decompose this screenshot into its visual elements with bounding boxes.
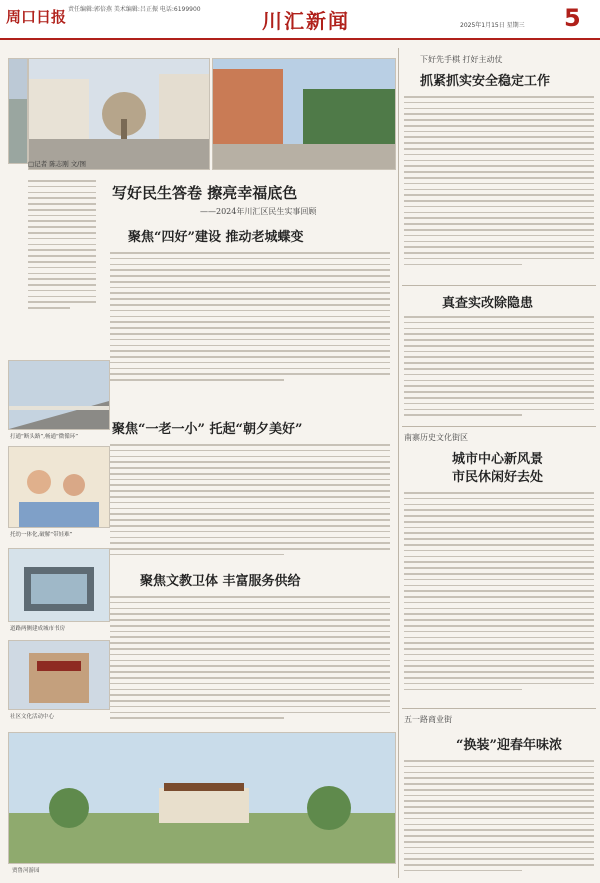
feature-headline: 写好民生答卷 擦亮幸福底色 [112,184,298,202]
newspaper-logo: 周口日报 [6,8,67,26]
section-headline-2: 聚焦“一老一小” 托起“朝夕美好” [112,422,303,437]
article1-headline: 抓紧抓实安全稳定工作 [420,74,551,89]
section-1-text [110,252,390,385]
column-divider [398,48,399,878]
page-number: 5 [564,4,581,32]
caption-library: 道路两侧建成城市书房 [10,626,66,632]
article3-kicker: 南寨历史文化街区 [404,433,468,442]
editor-info: 责任编辑:郭倍燕 美术编辑:吕正振 电话:6199900 [68,6,201,13]
article4-kicker: 五一路商业街 [404,715,452,724]
section-headline-3: 聚焦文教卫体 丰富服务供给 [140,574,301,589]
feature-byline: □记者 陈志刚 文/图 [28,160,86,168]
photo-kids [8,446,110,528]
article3-headline-line1: 城市中心新风景 [452,452,544,467]
article1-kicker: 下好先手棋 打好主动仗 [420,55,503,64]
article4-headline: “换装”迎春年味浓 [456,738,562,753]
caption-road: 打通“断头路”,畅通“微循环” [10,434,79,440]
photo-street [212,58,396,170]
caption-kids: 托幼一体化,破解“带娃难” [10,532,73,538]
section-2-text [110,444,390,560]
feature-intro-text [28,180,96,313]
caption-center: 社区文化活动中心 [10,714,55,720]
caption-park: 贾鲁河游园 [12,868,40,874]
article1-text [404,96,594,269]
section-title: 川汇新闻 [262,9,350,33]
photo-park [8,732,396,864]
photo-center [8,640,110,710]
article-divider-3 [402,708,596,709]
photo-buildings [8,58,28,164]
photo-library [8,548,110,622]
masthead [0,0,600,40]
article-divider-1 [402,285,596,286]
photo-road [8,360,110,430]
article3-headline-line2: 市民休闲好去处 [452,470,544,485]
feature-subtitle: ——2024年川汇区民生实事回顾 [200,207,317,216]
photo-courtyard [28,58,210,170]
section-3-text [110,596,390,723]
section-headline-1: 聚焦“四好”建设 推动老城蝶变 [128,230,304,245]
issue-date: 2025年1月15日 星期三 [460,22,525,29]
article2-text [404,316,594,420]
article3-text [404,492,594,694]
masthead-rule [0,38,600,40]
article4-text [404,760,594,876]
article-divider-2 [402,426,596,427]
article2-headline: 真查实改除隐患 [442,296,534,311]
